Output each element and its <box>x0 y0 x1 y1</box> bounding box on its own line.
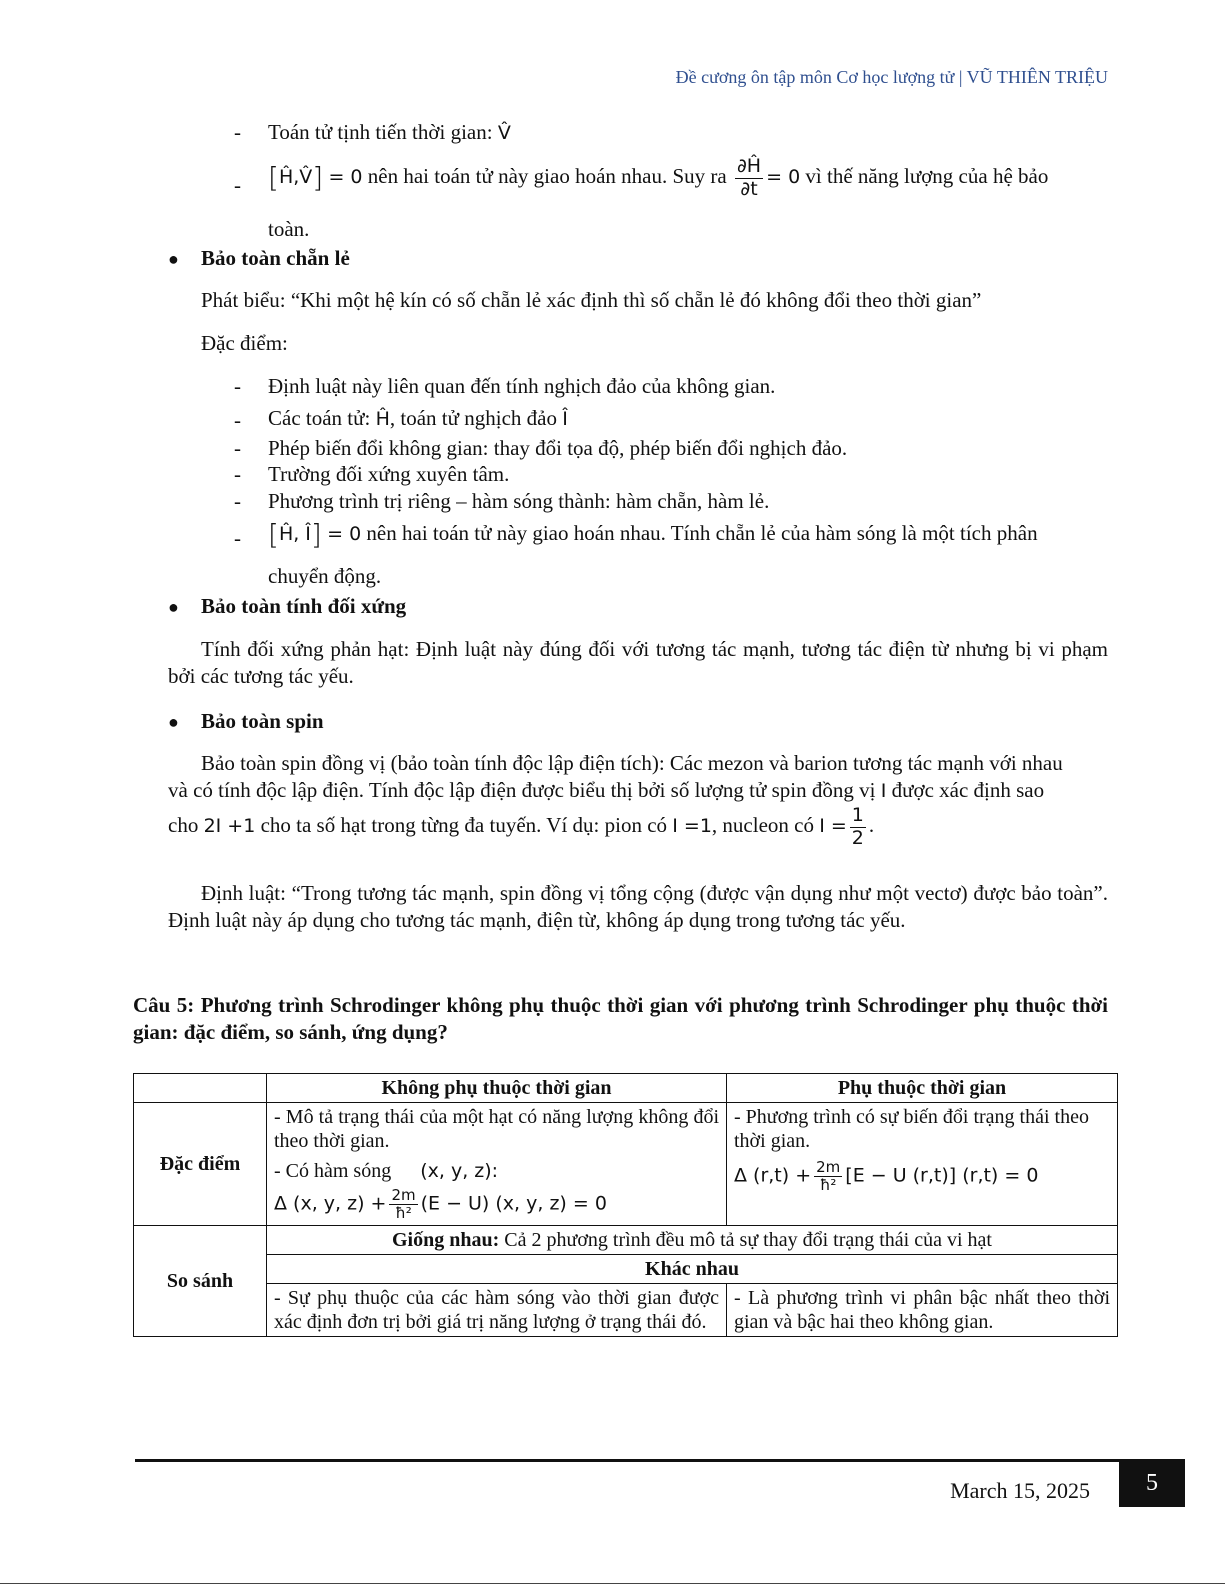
operator-i: Î <box>562 408 568 430</box>
frac-num: ∂Ĥ <box>736 155 762 177</box>
bracket-open: [ <box>268 161 279 195</box>
list-item-parity-commutator <box>268 517 1108 553</box>
symbol-i: I <box>880 780 887 802</box>
eq-right: [E − U (r,t)] (r,t) = 0 <box>845 1164 1039 1187</box>
list-dash: - <box>234 462 241 486</box>
equation-independent <box>274 1187 719 1223</box>
text: được xác định sao <box>891 778 1045 802</box>
comparison-table <box>133 1073 1118 1337</box>
frac-num: 2m <box>816 1158 841 1176</box>
text: . <box>868 813 875 838</box>
spin-line: Bảo toàn spin đồng vị (bảo toàn tính độc lập điện tích): Các mezon và barion tương tác mạnh với nhau <box>201 751 1063 775</box>
formula-pion: I =1 <box>672 815 712 838</box>
formula-multiplicity: 2I +1 <box>203 815 256 838</box>
eq-left: Δ (x, y, z) + <box>274 1192 387 1215</box>
list-item: Định luật này liên quan đến tính nghịch đảo của không gian. <box>268 374 776 398</box>
table-cell-same <box>267 1225 1118 1254</box>
eq-left: Δ (r,t) + <box>734 1164 812 1187</box>
same-label: Giống nhau: <box>392 1228 500 1251</box>
list-dash: - <box>234 374 241 398</box>
commutator: Ĥ,V̂ <box>278 166 313 189</box>
eq-fraction <box>389 1187 417 1223</box>
bullet: ● <box>168 712 179 732</box>
text: cho ta số hạt trong từng đa tuyến. Ví dụ: pion có <box>260 813 668 838</box>
table-cell-independent <box>267 1103 727 1226</box>
frac-num: 1 <box>851 804 864 826</box>
frac-den: ħ² <box>819 1176 837 1195</box>
eq-right: (E − U) (x, y, z) = 0 <box>420 1192 607 1215</box>
spin-line <box>168 777 1108 804</box>
list-dash: - <box>234 489 241 513</box>
item-text: vì thế năng lượng của hệ bảo <box>805 164 1049 189</box>
section-heading-symmetry: Bảo toàn tính đối xứng <box>201 594 407 618</box>
operator-v: V̂ <box>497 122 511 144</box>
spin-line-examples <box>168 805 1108 850</box>
text: , nucleon có <box>711 813 814 838</box>
table-cell-diff-label: Khác nhau <box>267 1254 1118 1283</box>
formula-nucleon: I = <box>819 815 847 838</box>
cell-text: - Mô tả trạng thái của một hạt có năng lượng không đổi theo thời gian. <box>274 1106 719 1152</box>
item-text: nên hai toán tử này giao hoán nhau. Tính chẵn lẻ của hàm sóng là một tích phân <box>366 521 1038 546</box>
list-dash: - <box>234 526 241 550</box>
cell-wave-line <box>274 1159 719 1183</box>
symmetry-paragraph: Tính đối xứng phản hạt: Định luật này đúng đối với tương tác mạnh, tương tác điện từ nhưng bị vi phạm bởi các tương tác yếu. <box>168 637 1108 689</box>
spin-law: Định luật: “Trong tương tác mạnh, spin đồng vị tổng cộng (được vận dụng như một vectơ) được bảo toàn”. Định luật này áp dụng cho tương tác mạnh, điện từ, không áp dụng trong tương tác yếu. <box>168 881 1108 933</box>
table-cell-diff-independent: - Sự phụ thuộc của các hàm sóng vào thời gian được xác định đơn trị bởi giá trị năng lượng ở trạng thái đó. <box>267 1283 727 1336</box>
table-row-diff <box>134 1283 1118 1336</box>
list-item-time-commutator <box>268 156 1108 201</box>
frac-den: ∂t <box>740 177 758 200</box>
item-text: nên hai toán tử này giao hoán nhau. Suy ra <box>367 164 727 189</box>
bracket-close: ] <box>310 518 322 551</box>
text: - Có hàm sóng <box>274 1160 392 1182</box>
footer-rule <box>135 1459 1120 1462</box>
table-cell-diff-dependent: - Là phương trình vi phân bậc nhất theo thời gian và bậc hai theo không gian. <box>727 1283 1118 1336</box>
equals-zero: = 0 <box>766 166 801 189</box>
empty-corner-cell <box>134 1074 267 1103</box>
section-heading-spin: Bảo toàn spin <box>201 709 324 733</box>
bullet: ● <box>168 597 179 617</box>
row-header: Đặc điểm <box>134 1103 267 1226</box>
table-row-diff-label <box>134 1254 1118 1283</box>
commutator: Ĥ, Î <box>278 523 311 546</box>
bracket-open: [ <box>268 518 279 551</box>
section-heading-parity: Bảo toàn chẵn lẻ <box>201 246 350 270</box>
bracket-close: ] <box>312 161 324 195</box>
list-item: Phương trình trị riêng – hàm sóng thành: hàm chẵn, hàm lẻ. <box>268 489 770 513</box>
table-cell-dependent <box>727 1103 1118 1226</box>
frac-den: ħ² <box>395 1204 412 1223</box>
list-item: Trường đối xứng xuyên tâm. <box>268 462 510 486</box>
table-header-row <box>134 1074 1118 1103</box>
text: và có tính độc lập điện. Tính độc lập điện được biểu thị bởi số lượng tử spin đồng vị <box>168 778 876 802</box>
column-header: Không phụ thuộc thời gian <box>267 1074 727 1103</box>
list-dash: - <box>234 436 241 460</box>
list-item-operators <box>268 405 1108 432</box>
bullet: ● <box>168 249 179 269</box>
item-text: , toán tử nghịch đảo <box>389 406 558 430</box>
operator-h: Ĥ <box>375 408 390 430</box>
equation-dependent <box>734 1159 1110 1195</box>
equals-zero: = 0 <box>327 523 362 546</box>
frac-den: 2 <box>851 826 864 849</box>
list-dash: - <box>234 408 241 432</box>
list-dash: - <box>234 120 241 144</box>
parity-statement: Phát biểu: “Khi một hệ kín có số chẵn lẻ xác định thì số chẵn lẻ đó không đổi theo thời gian” <box>201 288 982 312</box>
same-text: Cả 2 phương trình đều mô tả sự thay đổi trạng thái của vi hạt <box>504 1228 992 1251</box>
list-dash: - <box>234 173 241 197</box>
item-text: Toán tử tịnh tiến thời gian: <box>268 120 493 144</box>
table-row-features <box>134 1103 1118 1226</box>
frac-num: 2m <box>391 1186 416 1204</box>
column-header: Phụ thuộc thời gian <box>727 1074 1118 1103</box>
row-header: So sánh <box>134 1225 267 1336</box>
page-number: 5 <box>1119 1459 1185 1507</box>
cell-text: - Phương trình có sự biến đổi trạng thái theo thời gian. <box>734 1106 1089 1152</box>
footer-date: March 15, 2025 <box>950 1478 1090 1503</box>
text: cho <box>168 813 199 838</box>
page-bottom-rule <box>0 1583 1225 1584</box>
list-item: Phép biến đổi không gian: thay đổi tọa độ, phép biến đổi nghịch đảo. <box>268 436 848 460</box>
list-item-time-operator <box>268 119 1108 146</box>
fraction-half <box>850 805 866 850</box>
partial-derivative <box>735 156 763 201</box>
item-text: Các toán tử: <box>268 406 371 430</box>
running-header: Đề cương ôn tập môn Cơ học lượng tử | VŨ THIÊN TRIỆU <box>675 67 1108 87</box>
item-continuation: toàn. <box>268 217 310 241</box>
equals-zero: = 0 <box>328 166 363 189</box>
eq-fraction <box>814 1159 842 1195</box>
question-5-title: Câu 5: Phương trình Schrodinger không phụ thuộc thời gian với phương trình Schrodinger phụ thuộc thời gian: đặc điểm, so sánh, ứng dụng? <box>133 993 1108 1045</box>
wave-args: (x, y, z): <box>420 1160 499 1182</box>
features-label: Đặc điểm: <box>201 331 288 355</box>
item-continuation: chuyển động. <box>268 564 382 588</box>
table-row-same <box>134 1225 1118 1254</box>
